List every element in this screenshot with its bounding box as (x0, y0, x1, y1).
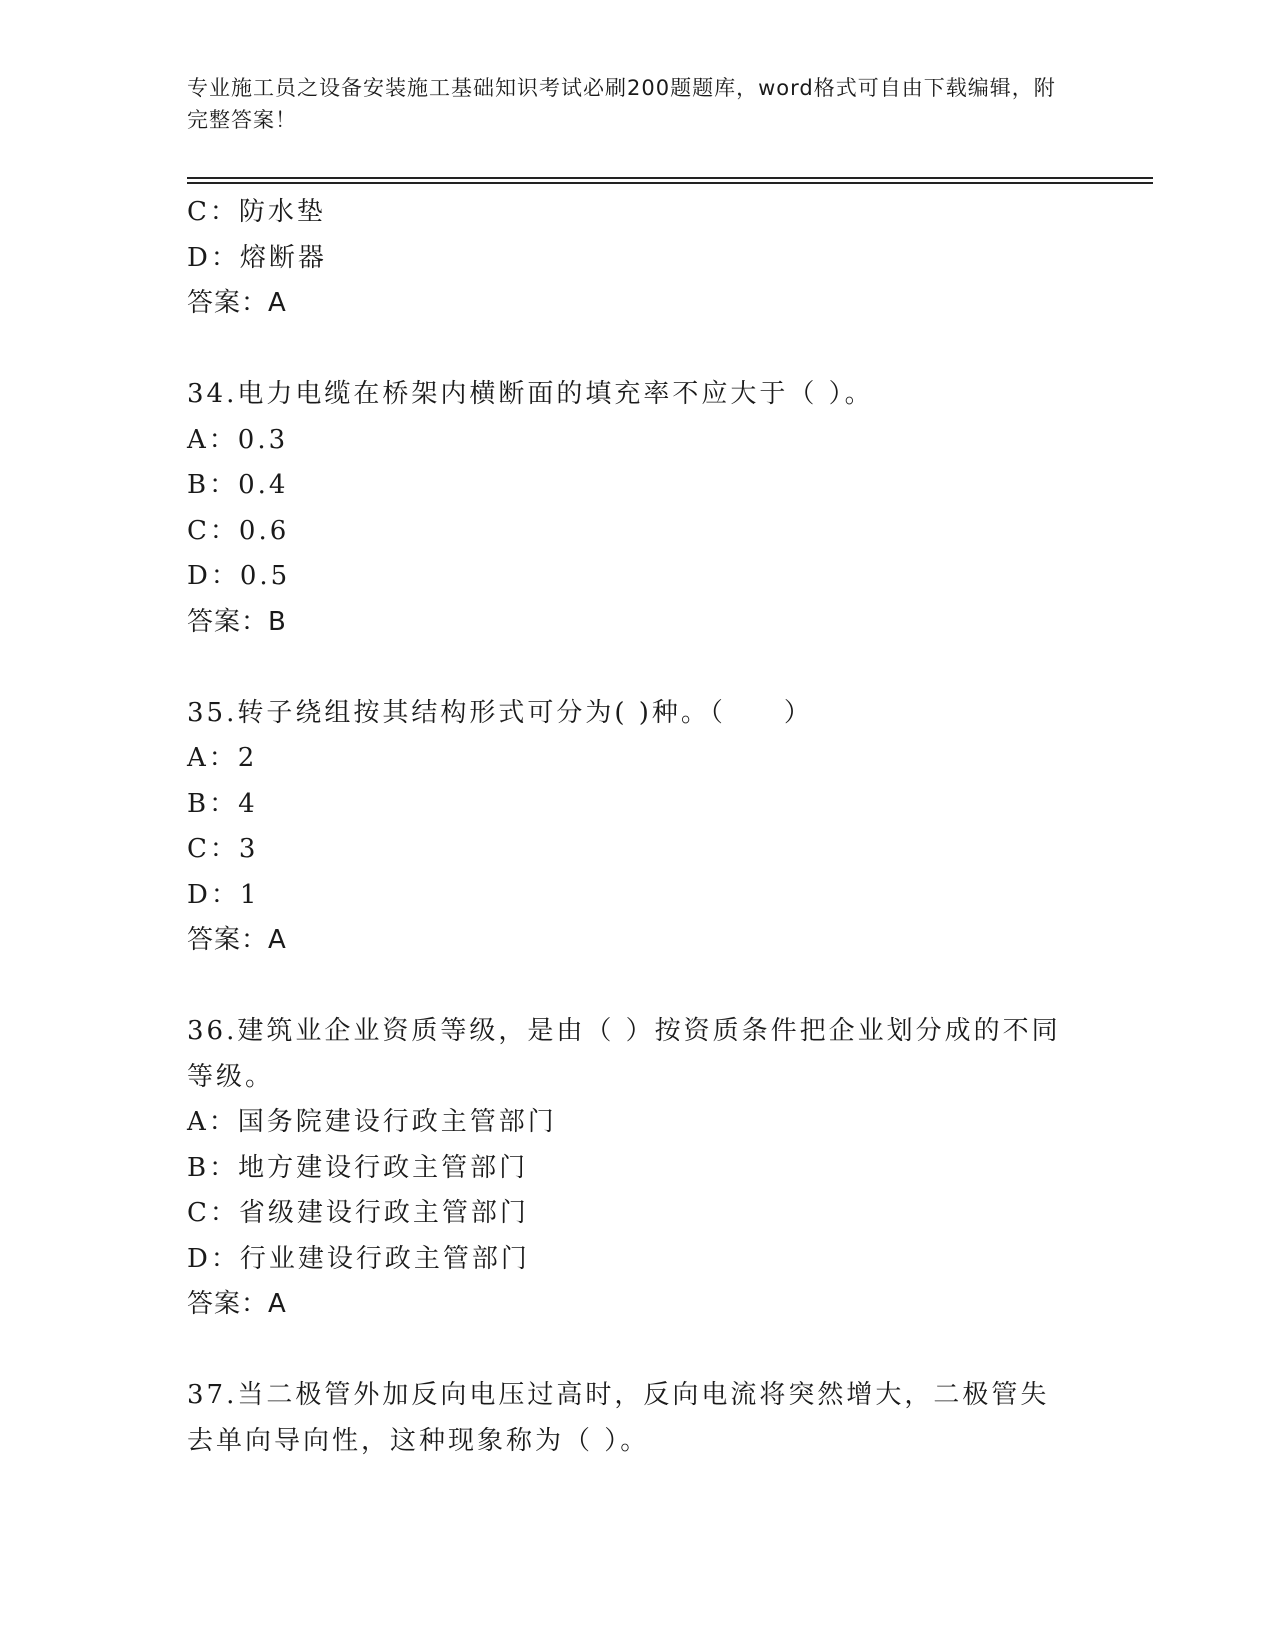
option-text: 1 (239, 879, 260, 910)
option-text: 熔断器 (239, 242, 327, 273)
option-label: A： (187, 1107, 238, 1137)
question-block-partial (187, 190, 1087, 327)
spacer (187, 1328, 1087, 1374)
option-text: 0.3 (237, 424, 289, 455)
option-label: A： (187, 424, 238, 455)
option-d (187, 873, 1087, 919)
option-a (187, 736, 1087, 782)
option-text: 2 (237, 743, 258, 773)
option-text: 省级建设行政主管部门 (238, 1198, 529, 1228)
question-block-37 (187, 1373, 1087, 1464)
option-label: B： (187, 1152, 239, 1183)
spacer (187, 645, 1087, 691)
option-d (187, 554, 1087, 600)
option-b (187, 1146, 1087, 1192)
option-label: D： (187, 879, 240, 910)
answer-line: 答案：A (187, 925, 287, 955)
option-text: 0.6 (238, 515, 290, 546)
option-label: C： (187, 515, 239, 546)
document-body (187, 190, 1087, 1464)
option-text: 0.5 (239, 561, 291, 591)
question-block-35 (187, 691, 1087, 964)
question-block-36 (187, 1009, 1087, 1328)
header-rule-top (187, 177, 1153, 179)
question-stem: 35.转子绕组按其结构形式可分为( )种。（ ） (187, 697, 813, 728)
option-b (187, 463, 1087, 509)
option-a (187, 1100, 1087, 1146)
answer-line: 答案：B (187, 606, 287, 637)
option-text: 3 (238, 834, 259, 864)
option-text: 行业建设行政主管部门 (239, 1243, 530, 1274)
option-text: 0.4 (238, 470, 289, 500)
option-d (187, 236, 1087, 282)
option-label: A： (187, 743, 238, 773)
question-stem: 36.建筑业企业资质等级，是由（ ）按资质条件把企业划分成的不同等级。 (187, 1016, 1061, 1092)
option-text: 4 (238, 788, 258, 819)
option-label: D： (187, 561, 240, 591)
header-rule-bottom (187, 182, 1153, 184)
option-label: C： (187, 1198, 239, 1228)
option-label: C： (187, 834, 239, 864)
option-text: 地方建设行政主管部门 (238, 1152, 529, 1183)
option-label: D： (187, 1243, 240, 1274)
option-text: 防水垫 (238, 197, 326, 227)
option-label: C： (187, 197, 239, 227)
question-block-34 (187, 372, 1087, 645)
option-c (187, 827, 1087, 873)
spacer (187, 327, 1087, 373)
question-stem: 37.当二极管外加反向电压过高时，反向电流将突然增大，二极管失去单向导向性，这种现象称为（ ）。 (187, 1380, 1050, 1456)
spacer (187, 964, 1087, 1010)
option-label: D： (187, 242, 240, 273)
question-stem: 34.电力电缆在桥架内横断面的填充率不应大于（ ）。 (187, 379, 874, 409)
option-c (187, 1191, 1087, 1237)
option-text: 国务院建设行政主管部门 (237, 1107, 557, 1137)
option-a (187, 418, 1087, 464)
answer-line: 答案：A (187, 288, 287, 318)
option-d (187, 1237, 1087, 1283)
option-c (187, 190, 1087, 236)
option-c (187, 509, 1087, 555)
option-label: B： (187, 470, 239, 500)
answer-line: 答案：A (187, 1289, 287, 1319)
option-label: B： (187, 788, 239, 819)
option-b (187, 782, 1087, 828)
document-header: 专业施工员之设备安装施工基础知识考试必刷200题题库，word格式可自由下载编辑，附完整答案！ (187, 76, 1056, 132)
